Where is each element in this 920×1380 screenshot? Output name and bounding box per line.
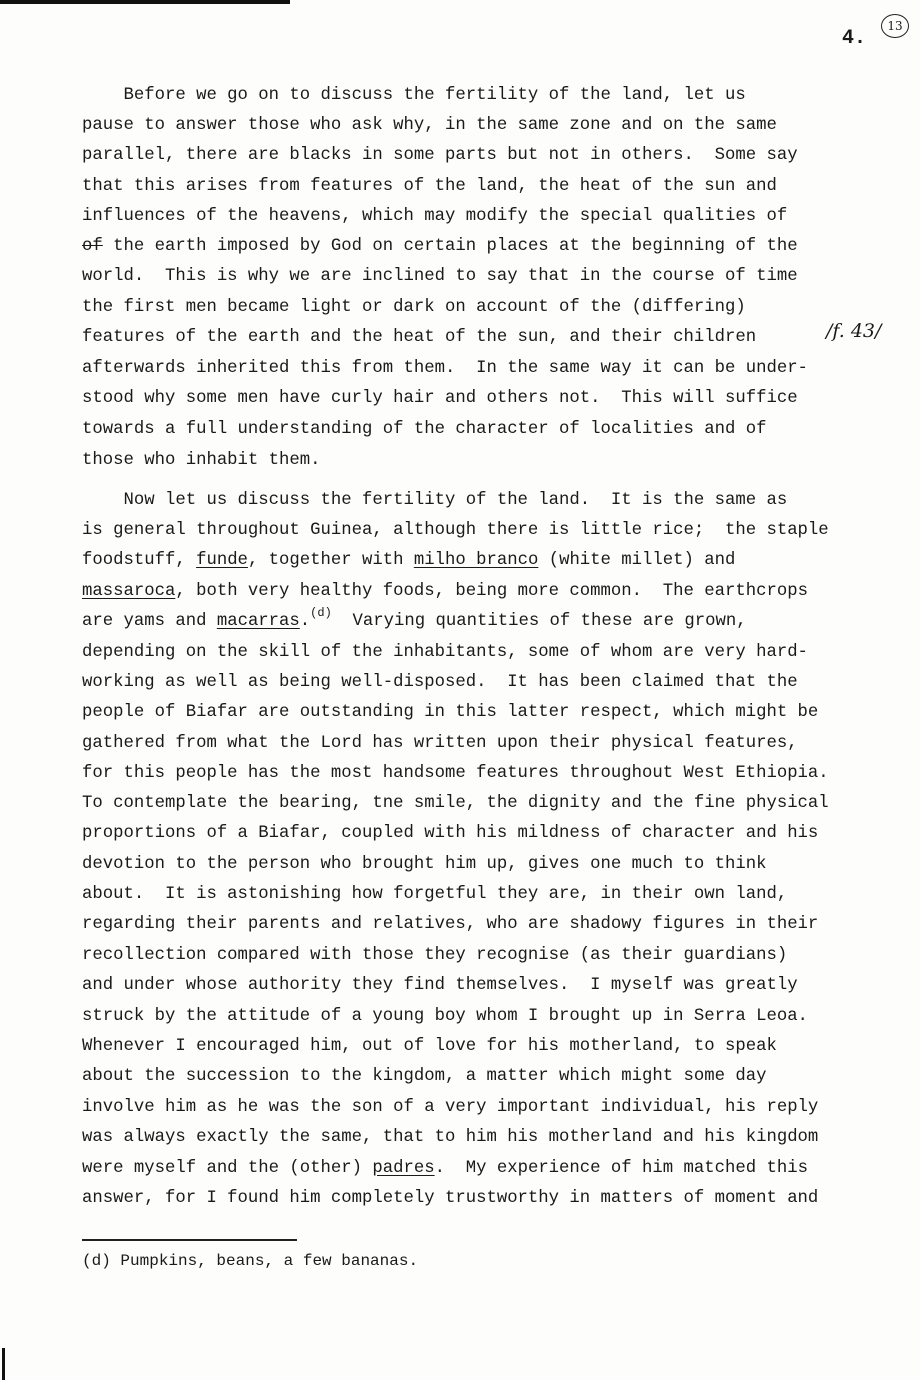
text-line <box>82 359 808 379</box>
text-line <box>82 703 818 723</box>
text-line <box>82 491 787 511</box>
text-segment: the earth imposed by God on certain places at the beginning of the <box>102 237 798 256</box>
text-line <box>82 673 798 693</box>
page-number: 4. <box>842 27 867 50</box>
text-segment: world. This is why we are inclined to say that in the course of time <box>82 267 798 286</box>
text-line <box>82 1037 777 1057</box>
text-segment: depending on the skill of the inhabitants, some of whom are very hard- <box>82 643 808 662</box>
text-segment: devotion to the person who brought him up, gives one much to think <box>82 855 767 874</box>
text-line <box>82 146 798 166</box>
text-line <box>82 177 777 197</box>
text-segment: features of the earth and the heat of the sun, and their children <box>82 328 757 347</box>
text-line <box>82 207 787 227</box>
text-line <box>82 1128 818 1148</box>
text-line <box>82 1159 808 1179</box>
text-line <box>82 1098 818 1118</box>
text-segment: is general throughout Guinea, although there is little rice; the staple <box>82 521 829 540</box>
text-segment: of <box>82 237 103 256</box>
text-segment: struck by the attitude of a young boy whom I brought up in Serra Leoa. <box>82 1007 808 1026</box>
text-segment: was always exactly the same, that to him his motherland and his kingdom <box>82 1128 819 1147</box>
text-segment: influences of the heavens, which may modify the special qualities of <box>82 207 788 226</box>
text-segment: about. It is astonishing how forgetful they are, in their own land, <box>82 885 788 904</box>
text-line <box>82 794 829 814</box>
footnote-text: (d) Pumpkins, beans, a few bananas. <box>82 1252 419 1270</box>
text-line <box>82 267 798 287</box>
text-segment: and under whose authority they find themselves. I myself was greatly <box>82 976 798 995</box>
text-line <box>82 643 808 663</box>
text-segment: stood why some men have curly hair and others not. This will suffice <box>82 389 798 408</box>
text-segment: involve him as he was the son of a very important individual, his reply <box>82 1098 819 1117</box>
text-line <box>82 389 798 409</box>
text-segment: parallel, there are blacks in some parts but not in others. Some say <box>82 146 798 165</box>
text-line <box>82 451 321 471</box>
underlined-term: macarras <box>216 612 300 631</box>
text-segment: foodstuff, <box>82 551 197 570</box>
text-line <box>82 298 746 318</box>
folio-circle-mark: 13 <box>881 14 909 38</box>
text-segment: Before we go on to discuss the fertility of the land, let us <box>82 86 746 105</box>
text-segment: answer, for I found him completely trustworthy in matters of moment and <box>82 1189 819 1208</box>
text-line <box>82 86 746 106</box>
footnote-rule <box>82 1239 297 1241</box>
text-segment: were myself and the (other) <box>82 1159 373 1178</box>
text-line <box>82 1067 766 1087</box>
text-segment: the first men became light or dark on account of the (differing) <box>82 298 746 317</box>
text-segment: proportions of a Biafar, coupled with his mildness of character and his <box>82 824 819 843</box>
text-segment: To contemplate the bearing, tne smile, the dignity and the fine physical <box>82 794 829 813</box>
text-line <box>82 521 829 541</box>
text-segment: , together with <box>247 551 414 570</box>
text-segment: Now let us discuss the fertility of the land. It is the same as <box>82 491 788 510</box>
text-line <box>82 855 766 875</box>
text-segment: that this arises from features of the land, the heat of the sun and <box>82 177 777 196</box>
text-line <box>82 885 787 905</box>
footnote-marker: (d) <box>310 606 332 620</box>
text-segment: people of Biafar are outstanding in this latter respect, which might be <box>82 703 819 722</box>
text-line <box>82 824 818 844</box>
text-segment: are yams and <box>82 612 217 631</box>
text-segment: afterwards inherited this from them. In the same way it can be under- <box>82 359 808 378</box>
text-line <box>82 976 798 996</box>
margin-folio-note: /f. 43/ <box>826 320 882 342</box>
text-line <box>82 606 747 632</box>
underlined-term: milho branco <box>413 551 539 570</box>
text-line <box>82 237 798 257</box>
text-line <box>82 734 798 754</box>
text-line <box>82 1189 818 1209</box>
text-segment: recollection compared with those they recognise (as their guardians) <box>82 946 788 965</box>
text-line <box>82 420 766 440</box>
text-segment: about the succession to the kingdom, a matter which might some day <box>82 1067 767 1086</box>
text-line <box>82 551 735 571</box>
text-segment: for this people has the most handsome features throughout West Ethiopia. <box>82 764 829 783</box>
text-segment: towards a full understanding of the character of localities and of <box>82 420 767 439</box>
text-segment: Varying quantities of these are grown, <box>331 612 747 631</box>
text-segment: Whenever I encouraged him, out of love for his motherland, to speak <box>82 1037 777 1056</box>
text-line <box>82 946 787 966</box>
text-line <box>82 1007 808 1027</box>
text-line <box>82 915 818 935</box>
left-edge-mark <box>2 1348 5 1380</box>
text-segment: working as well as being well-disposed. It has been claimed that the <box>82 673 798 692</box>
text-segment: gathered from what the Lord has written upon their physical features, <box>82 734 798 753</box>
text-line <box>82 582 808 602</box>
text-segment: regarding their parents and relatives, who are shadowy figures in their <box>82 915 819 934</box>
text-line <box>82 328 756 348</box>
top-edge-rule <box>0 0 290 4</box>
text-segment: pause to answer those who ask why, in the same zone and on the same <box>82 116 777 135</box>
underlined-term: padres <box>372 1159 435 1178</box>
text-segment: those who inhabit them. <box>82 451 321 470</box>
text-segment: . My experience of him matched this <box>434 1159 808 1178</box>
text-segment: (white millet) and <box>538 551 736 570</box>
text-segment: , both very healthy foods, being more common. The earthcrops <box>175 582 808 601</box>
text-line <box>82 116 777 136</box>
text-line <box>82 764 829 784</box>
text-segment: . <box>299 612 311 631</box>
underlined-term: funde <box>196 551 248 570</box>
underlined-term: massaroca <box>82 582 176 601</box>
